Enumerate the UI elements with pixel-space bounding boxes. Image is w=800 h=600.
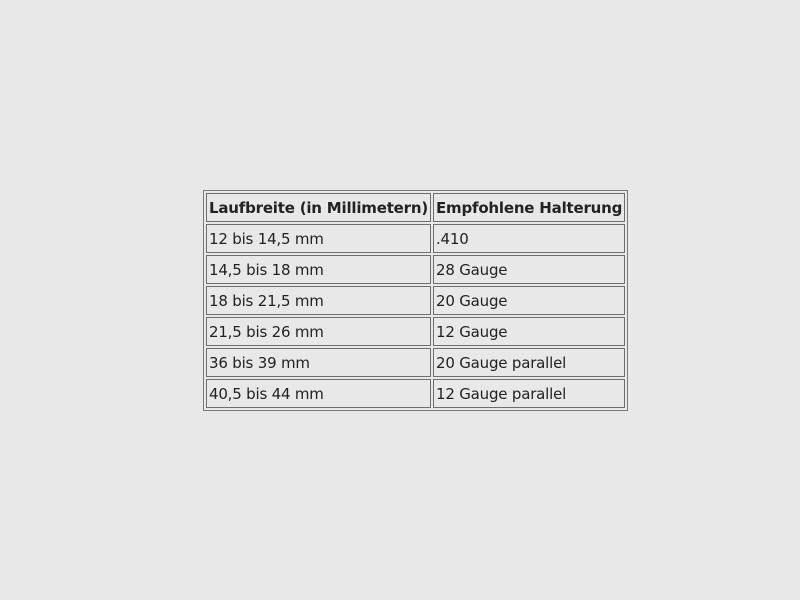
cell-barrel-width: 14,5 bis 18 mm [206,255,431,284]
cell-recommended-mount: 20 Gauge parallel [433,348,625,377]
cell-recommended-mount: 12 Gauge parallel [433,379,625,408]
header-barrel-width: Laufbreite (in Millimetern) [206,193,431,222]
table-container [203,190,628,411]
cell-barrel-width: 21,5 bis 26 mm [206,317,431,346]
table-header-row [206,193,625,222]
cell-barrel-width: 40,5 bis 44 mm [206,379,431,408]
cell-barrel-width: 36 bis 39 mm [206,348,431,377]
cell-barrel-width: 12 bis 14,5 mm [206,224,431,253]
cell-recommended-mount: 28 Gauge [433,255,625,284]
table-row [206,255,625,284]
mount-size-table [203,190,628,411]
table-row [206,286,625,315]
cell-recommended-mount: 12 Gauge [433,317,625,346]
header-recommended-mount: Empfohlene Halterung [433,193,625,222]
table-row [206,379,625,408]
cell-recommended-mount: .410 [433,224,625,253]
table-row [206,348,625,377]
cell-barrel-width: 18 bis 21,5 mm [206,286,431,315]
table-row [206,224,625,253]
table-row [206,317,625,346]
cell-recommended-mount: 20 Gauge [433,286,625,315]
